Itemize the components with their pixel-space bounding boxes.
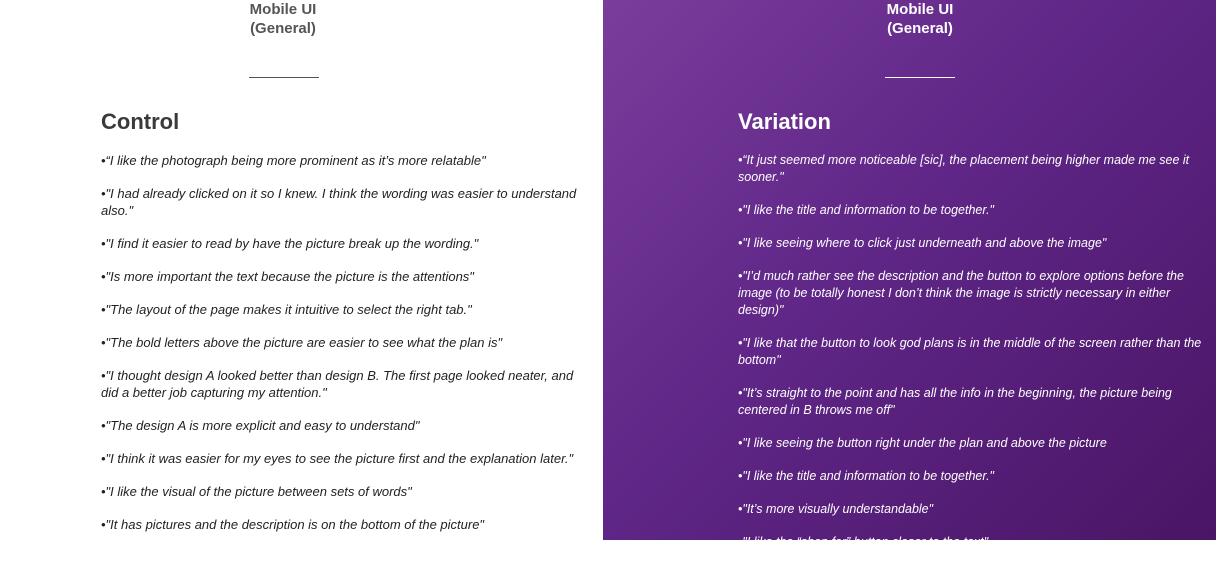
control-quote: •"I like the visual of the picture between sets of words" <box>101 484 412 499</box>
variation-quote: •"It’s straight to the point and has all the info in the beginning, the picture being centered in B throws me off" <box>738 386 1172 417</box>
control-quote: •"I had already clicked on it so I knew. I think the wording was easier to understand also." <box>101 186 577 218</box>
control-quote: •“I like the photograph being more prominent as it’s more relatable" <box>101 153 486 168</box>
control-heading-line1: Mobile UI <box>249 1 317 18</box>
variation-divider <box>885 77 955 78</box>
variation-title: Variation <box>738 109 831 134</box>
variation-quote: •"I like seeing the button right under the plan and above the picture <box>738 436 1107 450</box>
variation-quote: •"I like that the button to look god plans is in the middle of the screen rather than the bottom" <box>738 336 1202 367</box>
variation-quote: •"I like the title and information to be together." <box>738 469 994 483</box>
control-quote: •"It has pictures and the description is on the bottom of the picture" <box>101 517 485 532</box>
variation-quote: •"I like the “shop for” button closer to the text" <box>738 535 989 549</box>
control-quote: •"The layout of the page makes it intuitive to select the right tab." <box>101 302 472 317</box>
variation-panel <box>603 0 1216 549</box>
control-panel <box>0 0 603 540</box>
control-quote: •"I think it was easier for my eyes to see the picture first and the explanation later." <box>101 451 574 466</box>
control-quote: •"I find it easier to read by have the picture break up the wording." <box>101 236 479 251</box>
variation-heading-line2: (General) <box>887 20 953 37</box>
variation-quote: •"I’d much rather see the description and the button to explore options before the image (to be totally honest I don’t think the image is strictly necessary in either design)" <box>738 269 1184 317</box>
variation-heading <box>820 0 1020 38</box>
control-title: Control <box>101 109 180 134</box>
control-quote: •"The design A is more explicit and easy to understand" <box>101 418 420 433</box>
control-quote: •"The bold letters above the picture are easier to see what the plan is" <box>101 335 503 350</box>
variation-quote: •"It’s more visually understandable" <box>738 502 934 516</box>
variation-quote-list <box>738 152 1208 567</box>
control-quote: •"I thought design A looked better than design B. The first page looked neater, and did a better job capturing my attention." <box>101 368 574 400</box>
variation-quote: •“It just seemed more noticeable [sic], the placement being higher made me see it sooner." <box>738 153 1190 184</box>
control-quote: •"Is more important the text because the picture is the attentions" <box>101 269 474 284</box>
variation-quote: •"I like the title and information to be together." <box>738 203 994 217</box>
control-heading-line2: (General) <box>250 20 316 37</box>
control-heading <box>183 0 383 38</box>
control-divider <box>249 77 319 78</box>
variation-quote: •"I like seeing where to click just underneath and above the image" <box>738 236 1107 250</box>
control-quote-list <box>101 152 593 549</box>
variation-heading-line1: Mobile UI <box>886 1 954 18</box>
